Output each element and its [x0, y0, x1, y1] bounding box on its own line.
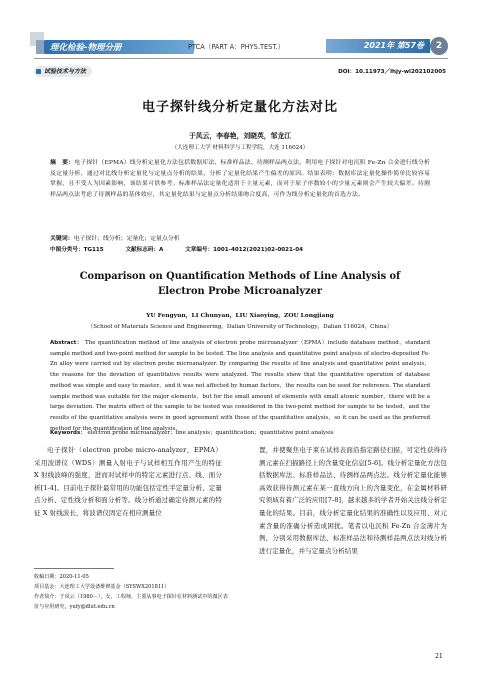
chinese-authors: 于凤云，李春艳，刘晓英，邹龙江: [189, 132, 291, 140]
chinese-title: 电子探针线分析定量化方法对比: [141, 100, 338, 115]
english-title: [0, 269, 480, 299]
issue-banner: [326, 39, 430, 53]
footnote-author: 作者简介：于凤云（1980－），女，工程师，主要从事电子探针在材料测试中的微区表征与应用研究，yufy@dlut.edu.cn: [34, 594, 228, 611]
english-affiliation: （School of Materials Science and Engineering，Dalian University of Technology，Dalian 116024，China）: [87, 324, 393, 330]
body-column-right: [259, 444, 447, 557]
chinese-affiliation: （大连理工大学 材料科学与工程学院，大连 116024）: [171, 145, 309, 151]
english-authors: YU Fengyun，LI Chunyan，LIU Xiaoying，ZOU Longjiang: [146, 312, 334, 319]
body-column-left: [34, 444, 222, 520]
english-abstract-label: Abstract：: [50, 340, 83, 346]
doi: DOI：10.11973／lhjy-wl202102005: [338, 69, 446, 75]
body-paragraph-right: 置，并使聚焦电子束在试样表面沿指定路径扫描，可定性获得待测元素在扫描路径上的含量变化信息[5-6]。线分析定量化方法包括数据库法、标准样品法、待测样品两点法。线分析定量化能够高效获得待测元素在某一直线方向上的含量变化，在金属材料研究领域有着广泛的应用[7-8]，越来越多的学者开始关注线分析定量化的结果。目前，线分析定量化结果的准确性以及应用、对元素含量的准确分析造成困扰。笔者以电沉积 Fe-Zn 合金薄片为例，分别采用数据库法、标准样品法和待测样品两点法对线分析进行定量化，并与定量点分析结果: [259, 446, 447, 555]
footnote-fund: 项目基金：大连理工大学设备维修基金（SYSWX201811）: [34, 584, 170, 590]
english-abstract-text: The quantification method of line analysis of electron probe microanalyzer（EPMA）include database method，standard sample method and two-point method for sample to be tested. The line analysis and quantitative point analysis of electro-deposited Fe-Zn alloy were carried out by electron probe microanalyzer. By comparing the results of line analysis and quantitative point analysis，the reasons for the deviation of quantitative results were analyzed. The results show that the quantitative operation of database method was simple and easy to master，and it was not affected by human factors，the results can be used for reference. The standard sample method was suitable for the major elements，but for the small amount of elements with small atomic number，there will be a large deviation. The matrix effect of the sample to be tested was considered in the two-point method for sample to be tested，and the results of the quantitative analysis were in good agreement with those of the quantitative analysis，so it can be used as the preferred method for the quantification of line analysis.: [50, 340, 430, 432]
journal-header: [0, 30, 480, 60]
journal-name-banner: [44, 40, 194, 54]
chinese-abstract-label: 摘 要：: [50, 160, 75, 166]
article-number: 文章编号：1001-4012(2021)02-0021-04: [185, 247, 304, 253]
english-keywords-label: Keywords：: [50, 430, 86, 436]
footnote-received: 收稿日期：2020-11-05: [34, 574, 89, 580]
column-tag: 试验技术与方法: [34, 66, 92, 77]
classification-line: [50, 245, 430, 253]
chinese-keywords: [50, 233, 430, 242]
page-number: 21: [435, 653, 443, 660]
english-title-line1: Comparison on Quantification Methods of Line Analysis of: [79, 271, 401, 282]
english-keywords: [50, 428, 430, 436]
english-title-line2: Electron Probe Microanalyzer: [157, 286, 323, 297]
issue-text: 2021年 第57卷: [363, 41, 424, 50]
class-number: 中图分类号：TG115: [50, 247, 104, 253]
journal-name-en: PTCA（PART A：PHYS.TEST.）: [188, 43, 285, 51]
document-code: 文献标志码：A: [125, 247, 164, 253]
chinese-abstract-text: 电子探针（EPMA）线分析定量化方法包括数据库法、标准样品法、待测样品两点法。利用电子探针对电沉积 Fe-Zn 合金进行线分析及定量分析，通过对比线分析定量化与定量点分析的结果，分析了定量化结果产生偏差的原因。结果表明：数据库法定量化操作简单比较容易掌握，且不受人为因素影响，该结果可供参考。标准样品法定量化适用于主量元素，而对于原子序数较小的少量元素则会产生较大偏差。待测样品两点法考虑了待测样品的基体效应，其定量化结果与定量点分析结果吻合度高，可作为线分析定量化的首选方法。: [50, 160, 430, 198]
body-paragraph-left: 电子探针（electron probe micro-analyzer，EPMA）采用波谱仪（WDS）测量入射电子与试样相互作用产生的特征 X 射线波峰的强度，进而对试样中的特定元素进行点、线、面分析[1-4]。目前电子探针最常用的功能包括定性半定量分析、定量点分析、定性线分析和面分析等。线分析通过确定待测元素的特征 X 射线波长，将波谱仪固定在相应测量位: [34, 446, 222, 517]
header-divider: [34, 58, 448, 59]
issue-number-badge: 2: [430, 37, 448, 55]
chinese-keywords-label: 关键词：: [50, 236, 74, 242]
journal-name-cn: 理化检验-物理分册: [50, 43, 122, 53]
chinese-keywords-text: 电子探针；线分析；定量化；定量点分析: [73, 236, 180, 242]
english-keywords-text: electron probe microanalyzer；line analysis；quantification；quantitative point analysis: [87, 430, 334, 436]
footnote-divider: [34, 568, 114, 569]
chinese-abstract: [50, 158, 430, 200]
english-abstract: [50, 338, 430, 434]
